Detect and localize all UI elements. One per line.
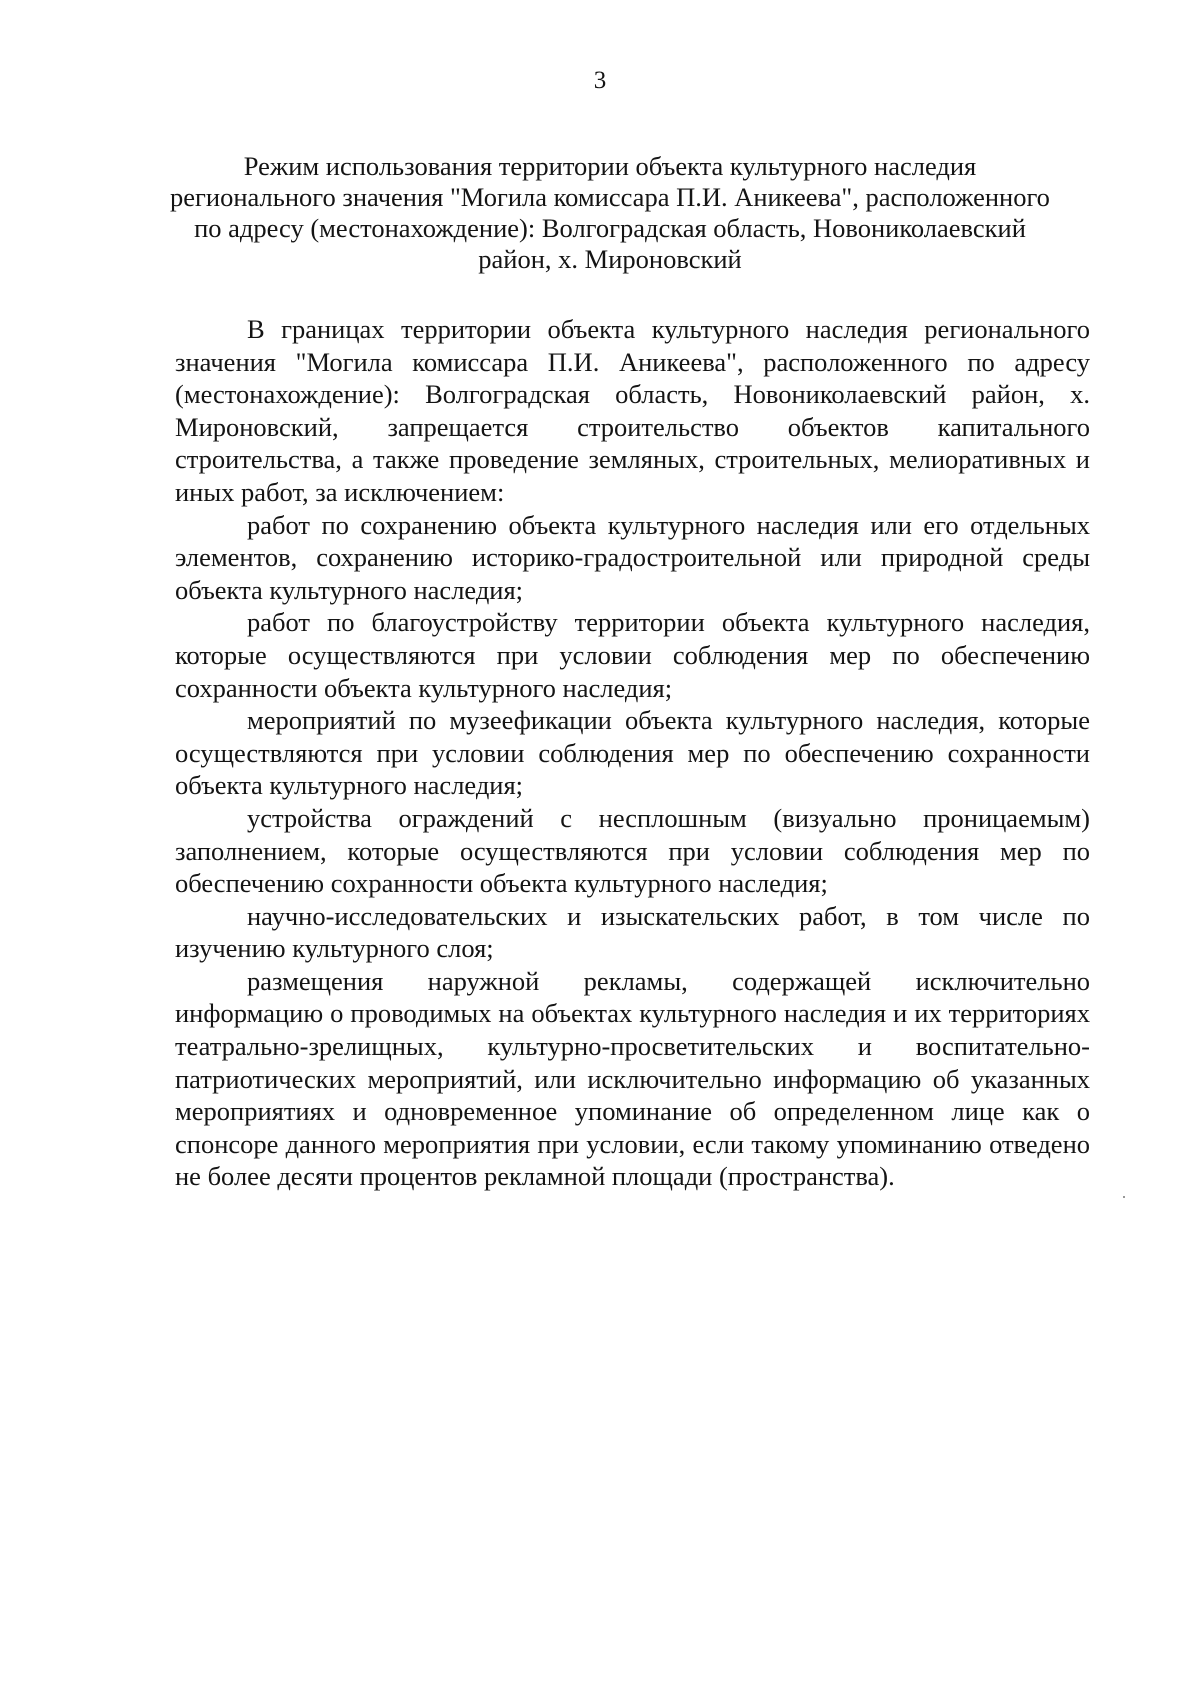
title-line: регионального значения "Могила комиссара П.И. Аникеева", расположенного <box>170 182 1050 212</box>
paragraph-intro: В границах территории объекта культурного наследия регионального значения "Могила комиссара П.И. Аникеева", расположенного по адресу (местонахождение): Волгоградская область, Новониколаевский район, х. Мироновский, запрещается строительство объектов капитального строительства, а также проведение земляных, строительных, мелиоративных и иных работ, за исключением: <box>175 314 1090 507</box>
paragraph-exception-fencing: устройства ограждений с несплошным (визуально проницаемым) заполнением, которые осуществляются при условии соблюдения мер по обеспечению сохранности объекта культурного наследия; <box>175 802 1090 899</box>
paragraph-exception-preservation: работ по сохранению объекта культурного наследия или его отдельных элементов, сохранению историко-градостроительной или природной среды объекта культурного наследия; <box>175 509 1090 605</box>
paragraph-exception-landscaping: работ по благоустройству территории объекта культурного наследия, которые осуществляются при условии соблюдения мер по обеспечению сохранности объекта культурного наследия; <box>175 607 1090 703</box>
paragraph-exception-research: научно-исследовательских и изыскательских работ, в том числе по изучению культурного слоя; <box>175 900 1090 964</box>
paragraph-exception-museumification: мероприятий по музеефикации объекта культурного наследия, которые осуществляются при условии соблюдения мер по обеспечению сохранности объекта культурного наследия; <box>175 705 1090 801</box>
title-line: район, х. Мироновский <box>478 244 742 274</box>
document-body <box>175 313 1090 1193</box>
title-line: Режим использования территории объекта культурного наследия <box>243 151 977 181</box>
document-title <box>150 151 1070 275</box>
title-line: по адресу (местонахождение): Волгоградская область, Новониколаевский <box>194 213 1026 243</box>
page-number: 3 <box>593 67 607 94</box>
scan-speck <box>1123 1196 1125 1198</box>
paragraph-exception-advertising: размещения наружной рекламы, содержащей исключительно информацию о проводимых на объектах культурного наследия и их территориях театрально-зрелищных, культурно-просветительских и воспитательно-патриотических мероприятий, или исключительно информацию об указанных мероприятиях и одновременное упоминание об определенном лице как о спонсоре данного мероприятия при условии, если такому упоминанию отведено не более десяти процентов рекламной площади (пространства). <box>175 965 1090 1192</box>
